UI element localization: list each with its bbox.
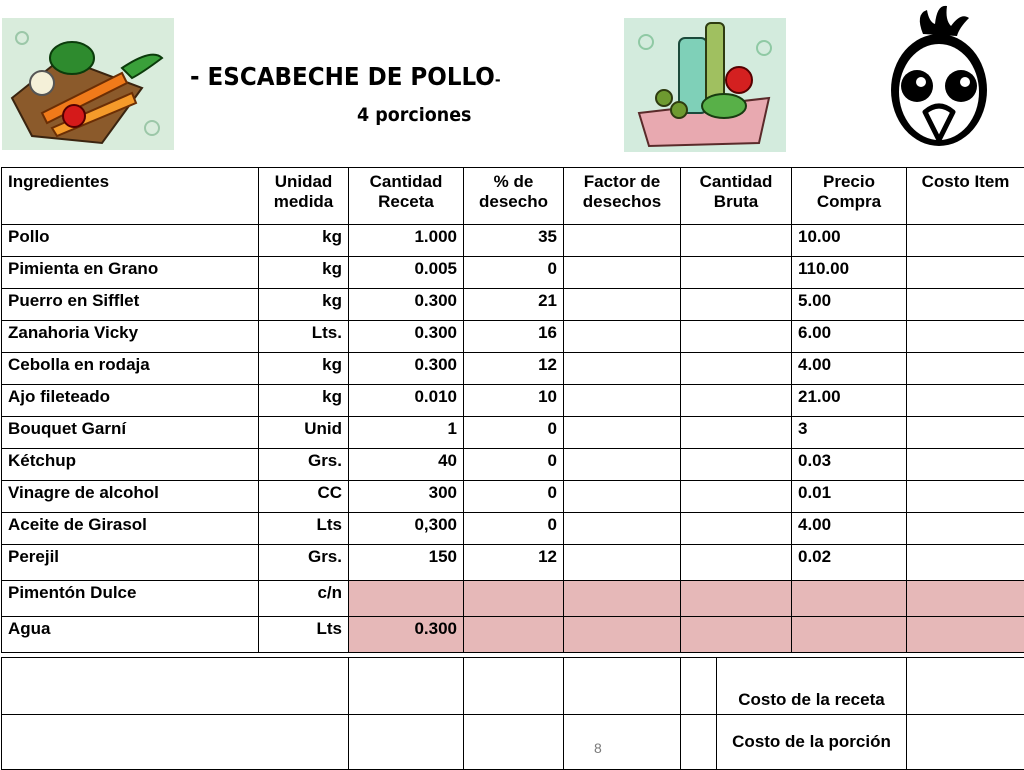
unit-cell: Lts <box>259 513 349 545</box>
gross-cell <box>681 385 792 417</box>
waste-cell: 0 <box>464 449 564 481</box>
item-cost-cell <box>907 321 1024 353</box>
quantity-cell: 0.010 <box>349 385 464 417</box>
item-cost-cell <box>907 449 1024 481</box>
quantity-cell: 300 <box>349 481 464 513</box>
unit-cell: kg <box>259 385 349 417</box>
item-cost-cell <box>907 617 1024 653</box>
factor-cell <box>564 581 681 617</box>
factor-cell <box>564 353 681 385</box>
price-cell: 0.01 <box>792 481 907 513</box>
unit-cell: Grs. <box>259 449 349 481</box>
table-header-row <box>2 168 1024 225</box>
quantity-cell: 40 <box>349 449 464 481</box>
gross-cell <box>681 225 792 257</box>
price-cell: 21.00 <box>792 385 907 417</box>
price-cell: 110.00 <box>792 257 907 289</box>
waste-cell: 12 <box>464 353 564 385</box>
price-cell: 0.02 <box>792 545 907 581</box>
unit-cell: Lts <box>259 617 349 653</box>
waste-cell: 0 <box>464 257 564 289</box>
column-header: % de desecho <box>464 168 564 225</box>
page-title <box>190 62 501 91</box>
unit-cell: kg <box>259 257 349 289</box>
column-header: Ingredientes <box>2 168 259 225</box>
unit-cell: CC <box>259 481 349 513</box>
gross-cell <box>681 257 792 289</box>
gross-cell <box>681 481 792 513</box>
item-cost-cell <box>907 513 1024 545</box>
column-header: Precio Compra <box>792 168 907 225</box>
item-cost-cell <box>907 257 1024 289</box>
price-cell: 3 <box>792 417 907 449</box>
quantity-cell: 0.300 <box>349 353 464 385</box>
portion-cost-value <box>907 715 1024 770</box>
quantity-cell: 0,300 <box>349 513 464 545</box>
price-cell: 4.00 <box>792 513 907 545</box>
page-subtitle: 4 porciones <box>357 104 471 126</box>
ingredient-cell: Ajo fileteado <box>2 385 259 417</box>
gross-cell <box>681 417 792 449</box>
gross-cell <box>681 353 792 385</box>
recipe-cost-value <box>907 658 1024 715</box>
unit-cell: kg <box>259 225 349 257</box>
item-cost-cell <box>907 481 1024 513</box>
ingredient-cell: Puerro en Sifflet <box>2 289 259 321</box>
price-cell <box>792 581 907 617</box>
quantity-cell <box>349 581 464 617</box>
table-row <box>2 257 1024 289</box>
gross-cell <box>681 617 792 653</box>
table-row <box>2 321 1024 353</box>
gross-cell <box>681 581 792 617</box>
waste-cell: 35 <box>464 225 564 257</box>
title-text: - ESCABECHE DE POLLO <box>190 62 495 91</box>
ingredient-cell: Perejil <box>2 545 259 581</box>
table-row <box>2 449 1024 481</box>
title-suffix: - <box>495 71 501 89</box>
ingredient-cell: Agua <box>2 617 259 653</box>
factor-cell <box>564 385 681 417</box>
table-row <box>2 545 1024 581</box>
unit-cell: kg <box>259 353 349 385</box>
waste-cell <box>464 617 564 653</box>
waste-cell: 0 <box>464 417 564 449</box>
factor-cell <box>564 617 681 653</box>
factor-cell <box>564 481 681 513</box>
item-cost-cell <box>907 289 1024 321</box>
column-header: Unidad medida <box>259 168 349 225</box>
recipe-cost-label: Costo de la receta <box>717 658 907 715</box>
item-cost-cell <box>907 225 1024 257</box>
vegetables-clipart-icon <box>2 18 174 150</box>
gross-cell <box>681 449 792 481</box>
quantity-cell: 150 <box>349 545 464 581</box>
table-row <box>2 581 1024 617</box>
portion-cost-label: Costo de la porción <box>717 715 907 770</box>
ingredient-cell: Pimentón Dulce <box>2 581 259 617</box>
unit-cell: kg <box>259 289 349 321</box>
table-row <box>2 417 1024 449</box>
price-cell: 4.00 <box>792 353 907 385</box>
price-cell <box>792 617 907 653</box>
gross-cell <box>681 513 792 545</box>
ingredient-cell: Zanahoria Vicky <box>2 321 259 353</box>
table-row <box>2 289 1024 321</box>
unit-cell: Lts. <box>259 321 349 353</box>
quantity-cell: 0.005 <box>349 257 464 289</box>
table-row <box>2 353 1024 385</box>
item-cost-cell <box>907 545 1024 581</box>
unit-cell: c/n <box>259 581 349 617</box>
item-cost-cell <box>907 385 1024 417</box>
table-row <box>2 513 1024 545</box>
ingredient-cell: Cebolla en rodaja <box>2 353 259 385</box>
waste-cell: 0 <box>464 481 564 513</box>
quantity-cell: 0.300 <box>349 289 464 321</box>
price-cell: 5.00 <box>792 289 907 321</box>
ingredient-cell: Bouquet Garní <box>2 417 259 449</box>
summary-row-recipe <box>2 658 1024 715</box>
table-row <box>2 481 1024 513</box>
factor-cell <box>564 289 681 321</box>
quantity-cell: 0.300 <box>349 321 464 353</box>
price-cell: 0.03 <box>792 449 907 481</box>
column-header: Costo Item <box>907 168 1024 225</box>
gross-cell <box>681 321 792 353</box>
item-cost-cell <box>907 417 1024 449</box>
price-cell: 10.00 <box>792 225 907 257</box>
summary-row-portion <box>2 715 1024 770</box>
factor-cell <box>564 321 681 353</box>
table-row <box>2 225 1024 257</box>
factor-cell <box>564 513 681 545</box>
waste-cell: 10 <box>464 385 564 417</box>
factor-cell <box>564 417 681 449</box>
factor-cell <box>564 257 681 289</box>
page-number: 8 <box>594 740 602 756</box>
ingredient-cell: Vinagre de alcohol <box>2 481 259 513</box>
column-header: Cantidad Receta <box>349 168 464 225</box>
factor-cell <box>564 225 681 257</box>
column-header: Cantidad Bruta <box>681 168 792 225</box>
factor-cell <box>564 545 681 581</box>
table-row <box>2 385 1024 417</box>
item-cost-cell <box>907 581 1024 617</box>
quantity-cell: 1 <box>349 417 464 449</box>
column-header: Factor de desechos <box>564 168 681 225</box>
price-cell: 6.00 <box>792 321 907 353</box>
quantity-cell: 0.300 <box>349 617 464 653</box>
waste-cell: 21 <box>464 289 564 321</box>
factor-cell <box>564 449 681 481</box>
waste-cell <box>464 581 564 617</box>
chicken-head-icon <box>885 4 993 150</box>
waste-cell: 16 <box>464 321 564 353</box>
waste-cell: 12 <box>464 545 564 581</box>
quantity-cell: 1.000 <box>349 225 464 257</box>
gross-cell <box>681 545 792 581</box>
ingredient-cell: Kétchup <box>2 449 259 481</box>
recipe-cost-table <box>1 167 1024 653</box>
ingredient-cell: Pollo <box>2 225 259 257</box>
cost-summary-table <box>1 657 1024 770</box>
item-cost-cell <box>907 353 1024 385</box>
bottles-clipart-icon <box>624 18 786 152</box>
ingredient-cell: Pimienta en Grano <box>2 257 259 289</box>
waste-cell: 0 <box>464 513 564 545</box>
unit-cell: Unid <box>259 417 349 449</box>
gross-cell <box>681 289 792 321</box>
unit-cell: Grs. <box>259 545 349 581</box>
table-row <box>2 617 1024 653</box>
ingredient-cell: Aceite de Girasol <box>2 513 259 545</box>
